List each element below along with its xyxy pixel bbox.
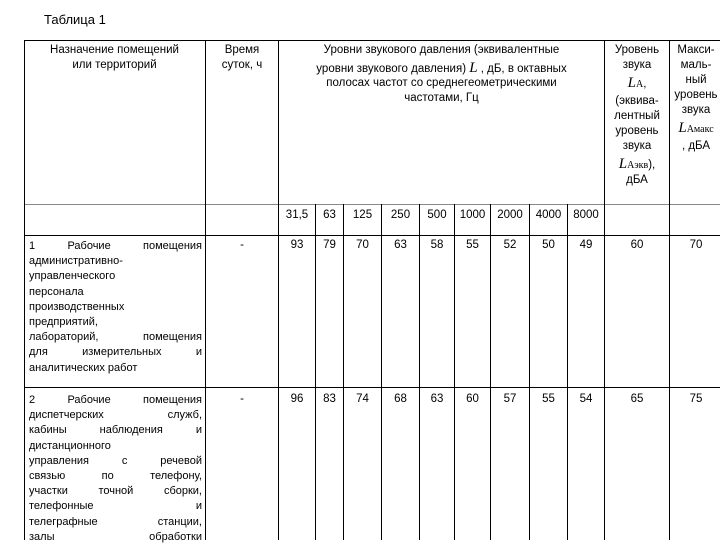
- header-time: [206, 43, 278, 72]
- row-value: 79: [323, 239, 336, 251]
- row-value: 83: [323, 393, 336, 405]
- description-line: телеграфные станции,: [29, 515, 202, 528]
- col-rule-purpose: [205, 40, 206, 540]
- row-value: 49: [579, 239, 593, 251]
- header-levels-line: полосах частот со среднегеометрическими: [326, 77, 557, 89]
- row-value: 55: [466, 239, 479, 251]
- header-levels-text: , дБ, в октавных: [480, 62, 567, 75]
- freq-header: 8000: [573, 209, 599, 221]
- freq-header: 4000: [535, 209, 562, 221]
- row-value: 63: [430, 393, 444, 405]
- freq-header: 1000: [459, 209, 486, 221]
- description-line: производственных: [29, 300, 125, 313]
- header-max-line: , дБА: [681, 140, 711, 152]
- freq-header: 250: [390, 209, 411, 221]
- col-rule-f8: [567, 204, 568, 540]
- description-line: административно-: [29, 255, 123, 268]
- header-max-line: уровень: [674, 89, 718, 101]
- laeq-symbol: L: [618, 156, 628, 172]
- col-rule-f1: [315, 204, 316, 540]
- description-line: предприятий,: [29, 316, 98, 329]
- row-value: 63: [394, 239, 407, 251]
- header-la-line: лентный: [614, 110, 660, 122]
- col-rule-f6: [490, 204, 491, 540]
- table-freq-rule: [24, 235, 720, 236]
- description-line: связью по телефону,: [29, 470, 202, 483]
- freq-header: 125: [352, 209, 373, 221]
- freq-header: 2000: [497, 209, 523, 221]
- table-header-rule: [24, 204, 720, 205]
- lamax-subscript: Aмакс: [686, 124, 714, 135]
- header-laeq-symbol-line: [605, 157, 669, 173]
- header-la-line: (эквива-: [615, 95, 659, 107]
- freq-header: 31,5: [285, 209, 309, 221]
- row-lamax: 70: [689, 239, 703, 251]
- header-la-line: звука: [622, 59, 652, 71]
- header-lamax-symbol-line: [670, 121, 720, 137]
- header-la-line: Уровень: [614, 44, 660, 56]
- row-la: 65: [630, 393, 644, 405]
- description-line: персонала: [29, 285, 84, 298]
- description-line: для измерительных и: [29, 346, 202, 359]
- description-line: кабины наблюдения и: [29, 424, 202, 437]
- col-rule-f3: [381, 204, 382, 540]
- col-rule-f7: [529, 204, 530, 540]
- row-value: 60: [466, 393, 479, 405]
- header-purpose-line: или территорий: [72, 58, 157, 71]
- freq-header: 500: [427, 209, 447, 221]
- header-purpose: [24, 43, 205, 72]
- table-border-left: [24, 40, 25, 540]
- header-max-line: Макси-: [677, 44, 715, 56]
- col-rule-f2: [343, 204, 344, 540]
- header-levels-line: Уровни звукового давления (эквивалентные: [323, 44, 560, 56]
- table-caption: Таблица 1: [44, 12, 106, 27]
- row-value: 57: [503, 393, 517, 405]
- row-value: 93: [290, 239, 304, 251]
- row-value: 58: [430, 239, 444, 251]
- description-line: аналитических работ: [29, 361, 138, 374]
- table-row-rule: [24, 387, 720, 388]
- row-value: 50: [542, 239, 555, 251]
- header-max-level: [670, 43, 720, 154]
- la-symbol: L: [627, 75, 636, 91]
- row-time: -: [240, 239, 244, 251]
- description-line: диспетчерских служб,: [29, 409, 202, 422]
- header-levels: [279, 43, 604, 105]
- header-sound-level: [605, 43, 669, 188]
- description-line: телефонные и: [29, 500, 202, 513]
- row-la: 60: [630, 239, 644, 251]
- header-la-suffix: ),: [648, 159, 656, 171]
- description-line: дистанционного: [29, 439, 111, 452]
- row-value: 96: [290, 393, 304, 405]
- header-time-line: Время: [224, 44, 260, 56]
- description-line: управленческого: [29, 270, 116, 283]
- level-symbol: L: [469, 59, 478, 76]
- table-row-description: [29, 393, 202, 545]
- row-value: 54: [579, 393, 593, 405]
- lamax-symbol: L: [678, 120, 687, 136]
- header-la-line: уровень: [615, 125, 659, 137]
- row-value: 70: [356, 239, 369, 251]
- header-purpose-line: Назначение помещений: [50, 44, 179, 56]
- col-rule-time: [278, 40, 279, 540]
- la-subscript: A: [635, 79, 644, 90]
- description-line: управления с речевой: [29, 454, 202, 467]
- header-levels-line: частотами, Гц: [404, 91, 479, 104]
- col-rule-f5: [454, 204, 455, 540]
- table-border-top: [24, 40, 720, 41]
- laeq-subscript: Аэкв: [627, 160, 649, 171]
- table-row-description: [29, 239, 202, 376]
- description-line: участки точной сборки,: [29, 485, 202, 498]
- col-rule-f4: [419, 204, 420, 540]
- header-max-line: маль-: [680, 59, 712, 71]
- header-levels-text: уровни звукового давления): [316, 62, 467, 75]
- row-time: -: [240, 393, 244, 405]
- row-value: 74: [356, 393, 369, 405]
- row-lamax: 75: [689, 393, 703, 405]
- header-max-line: звука: [681, 104, 711, 116]
- header-la-comma: ,: [643, 78, 647, 90]
- noise-level-table: [24, 40, 720, 543]
- header-levels-line-with-symbol: [279, 61, 604, 77]
- freq-header: 63: [323, 209, 336, 221]
- description-line: 1 Рабочие помещения: [29, 240, 202, 252]
- description-line: лабораторий, помещения: [29, 331, 202, 344]
- description-line: 2 Рабочие помещения: [29, 394, 202, 406]
- row-value: 52: [503, 239, 517, 251]
- row-value: 68: [394, 393, 407, 405]
- header-time-line: суток, ч: [221, 58, 263, 71]
- header-la-symbol-line: [605, 76, 669, 92]
- header-la-line: звука: [622, 140, 652, 152]
- description-line: залы обработки: [29, 530, 202, 543]
- header-max-line: ный: [685, 74, 707, 86]
- header-la-line: дБА: [626, 174, 648, 186]
- row-value: 55: [542, 393, 555, 405]
